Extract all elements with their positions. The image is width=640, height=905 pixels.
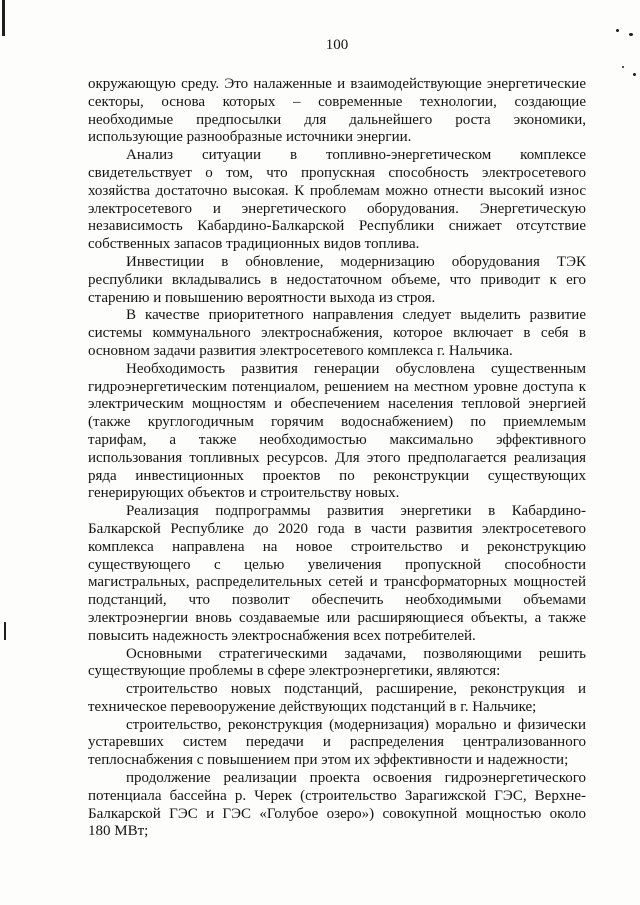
paragraph: [88, 503, 586, 645]
text-line: (также круглогодичным горячим водоснабжением) по приемлемым: [88, 414, 586, 431]
page-number: 100: [325, 37, 349, 53]
text-line: окружающую среду. Это налаженные и взаимодействующие энергетические: [88, 76, 586, 92]
text-line: Необходимость развития генерации обусловлена существенным: [126, 360, 586, 377]
list-item: [88, 770, 586, 841]
text-line: Реализация подпрограммы развития энергетики в Кабардино-: [126, 503, 586, 520]
list-item: [88, 717, 586, 770]
text-line: ряда инвестиционных проектов по реконструкции существующих: [88, 467, 586, 484]
text-line: тарифам, а также необходимостью максимально эффективного: [88, 431, 586, 448]
scan-mark: [622, 66, 624, 68]
text-line: потенциала бассейна р. Черек (строительство Зарагижской ГЭС, Верхне-: [88, 787, 586, 804]
text-line: В качестве приоритетного направления следует выделить развитие: [126, 307, 586, 324]
text-line: строительство новых подстанций, расширение, реконструкция и: [126, 681, 586, 698]
text-line: продолжение реализации проекта освоения гидроэнергетического: [126, 770, 586, 787]
paragraph: [88, 147, 586, 254]
text-line: Анализ ситуации в топливно-энергетическом комплексе: [126, 147, 586, 164]
text-line: республики вкладывались в недостаточном объеме, что приводит к его: [88, 271, 586, 288]
text-line: старению и повышению вероятности выхода из строя.: [88, 289, 436, 306]
text-line: электроэнергии вновь создаваемые или расширяющиеся объекты, а также: [88, 609, 586, 626]
text-line: Основными стратегическими задачами, позволяющими решить: [126, 645, 586, 662]
text-line: использования топливных ресурсов. Для этого предполагается реализация: [88, 449, 586, 466]
list-item: [88, 681, 586, 717]
text-line: необходимые предпосылки для дальнейшего роста экономики,: [88, 111, 586, 128]
text-line: устаревших систем передачи и распределения централизованного: [88, 734, 586, 751]
text-line: строительство, реконструкция (модернизация) морально и физически: [126, 716, 586, 733]
scan-mark: [4, 622, 6, 640]
text-line: повысить надежность электроснабжения всех потребителей.: [88, 627, 476, 644]
scan-mark: [2, 0, 5, 36]
text-line: секторы, основа которых – современные технологии, создающие: [88, 93, 586, 110]
paragraph: [88, 646, 586, 682]
text-line: комплекса направлена на новое строительство и реконструкцию: [88, 538, 586, 555]
text-line: Балкарской ГЭС и ГЭС «Голубое озеро») совокупной мощностью около: [88, 805, 586, 822]
text-line: собственных запасов традиционных видов топлива.: [88, 236, 420, 253]
text-line: 180 МВт;: [88, 823, 149, 840]
paragraph: [88, 254, 586, 307]
text-line: теплоснабжения с повышением при этом их эффективности и надежности;: [88, 752, 569, 769]
paragraph: [88, 307, 586, 360]
document-body: [88, 76, 586, 841]
text-line: использующие разнообразные источники энергии.: [88, 129, 412, 146]
text-line: генерирующих объектов и строительству новых.: [88, 485, 400, 502]
text-line: магистральных, распределительных сетей и трансформаторных мощностей: [88, 574, 586, 591]
scan-mark: [629, 33, 633, 36]
scan-mark: [633, 73, 636, 76]
text-line: электрическим мощностям и обеспечением населения тепловой энергией: [88, 396, 586, 413]
text-line: существующего с целью увеличения пропускной способности: [88, 556, 586, 573]
text-line: независимость Кабардино-Балкарской Республики снижает отсутствие: [88, 218, 586, 235]
text-line: существующие проблемы в сфере электроэнергетики, являются:: [88, 663, 501, 680]
text-line: основном задачи развития электросетевого комплекса г. Нальчика.: [88, 342, 513, 359]
text-line: гидроэнергетическим потенциалом, решением на местном уровне доступа к: [88, 378, 586, 395]
text-line: системы коммунального электроснабжения, которое включает в себя в: [88, 325, 586, 342]
text-line: техническое перевооружение действующих подстанций в г. Нальчике;: [88, 698, 537, 715]
scan-mark: [616, 29, 619, 32]
text-line: свидетельствует о том, что пропускная способность электросетевого: [88, 164, 586, 181]
text-line: хозяйства достаточно высокая. К проблемам можно отнести высокий износ: [88, 182, 586, 199]
paragraph: [88, 76, 586, 147]
text-line: электросетевого и энергетического оборудования. Энергетическую: [88, 200, 586, 217]
text-line: Инвестиции в обновление, модернизацию оборудования ТЭК: [126, 253, 586, 270]
text-line: подстанций, что позволит обеспечить необходимыми объемами: [88, 592, 586, 609]
text-line: Балкарской Республике до 2020 года в части развития электросетевого: [88, 520, 586, 537]
paragraph: [88, 361, 586, 503]
